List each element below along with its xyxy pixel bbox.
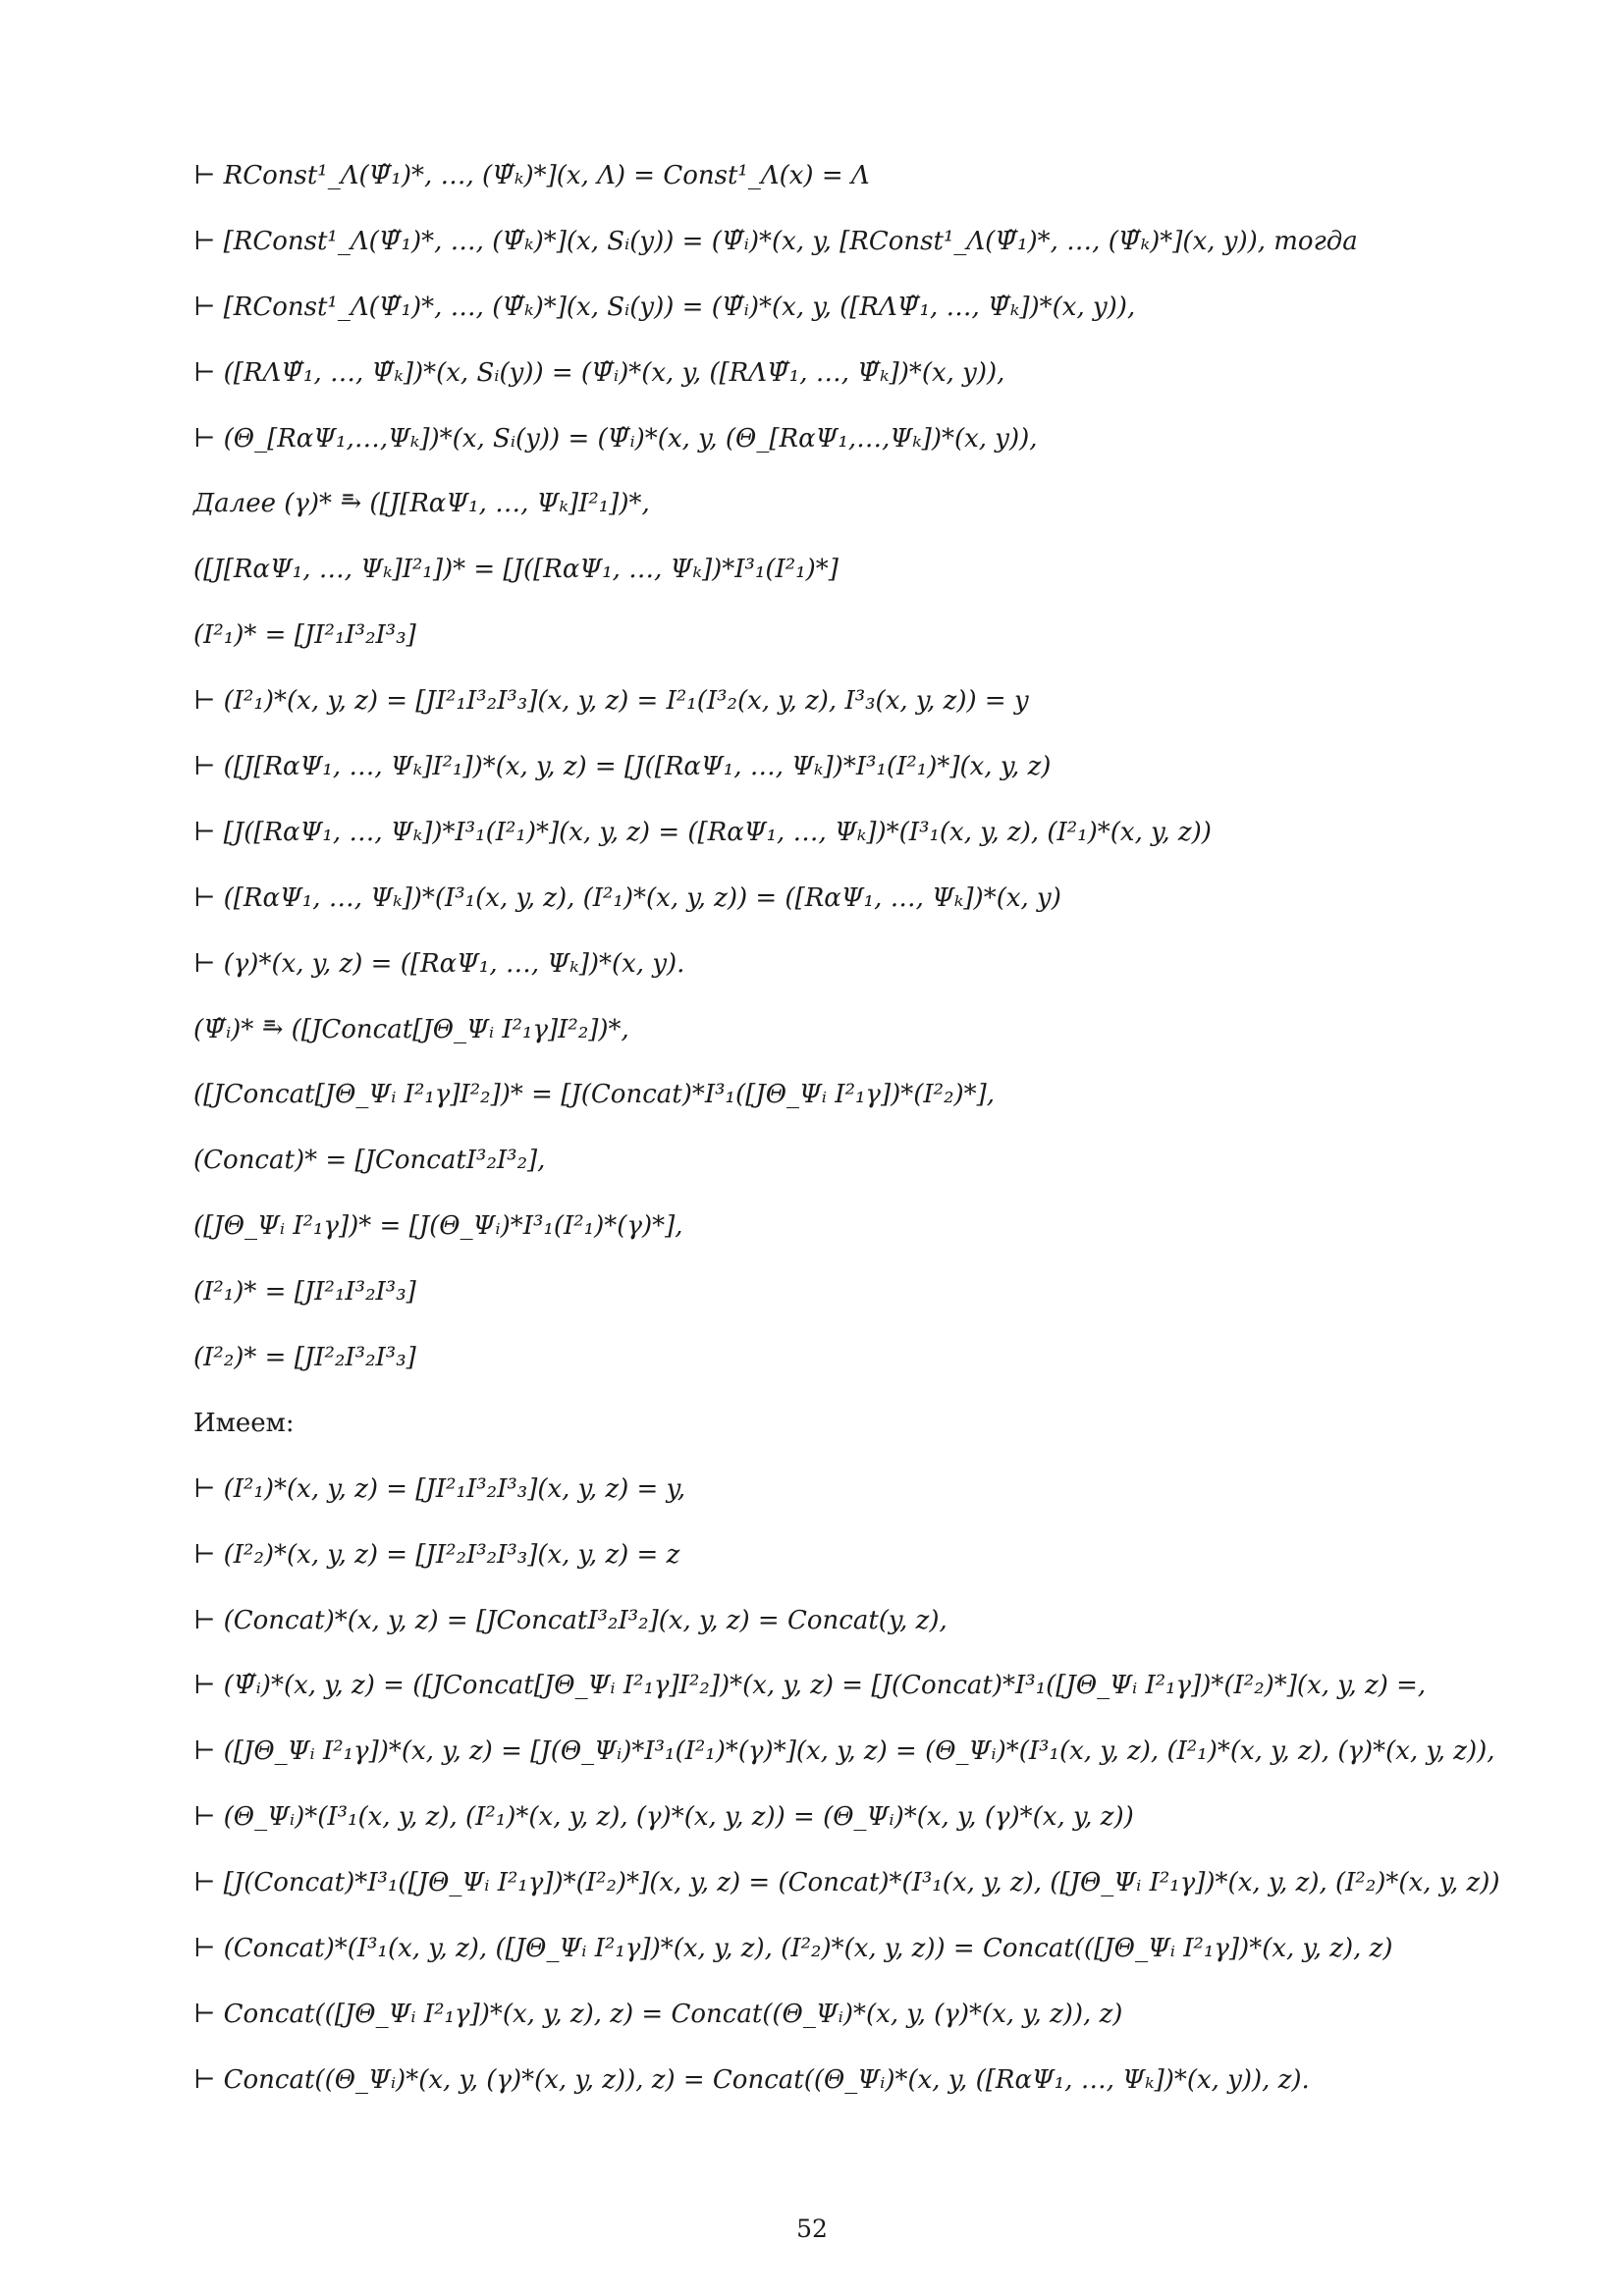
formula-line: ⊢ (I²₁)*(x, y, z) = [JI²₁I³₂I³₃](x, y, z) = y,	[193, 1473, 686, 1504]
formula-line: ([J[RαΨ₁, …, Ψₖ]I²₁])* = [J([RαΨ₁, …, Ψₖ])*I³₁(I²₁)*]	[193, 555, 839, 585]
formula-line: ⊢ Concat((Θ_Ψᵢ)*(x, y, (γ)*(x, y, z)), z) = Concat((Θ_Ψᵢ)*(x, y, ([RαΨ₁, …, Ψₖ])*(x, y)), z).	[193, 2064, 1310, 2095]
page-number: 52	[796, 2215, 828, 2243]
formula-line: (Ψ̃ᵢ)* ⥱ ([JConcat[JΘ_Ψᵢ I²₁γ]I²₂])*,	[193, 1014, 629, 1044]
formula-line: ⊢ ([JΘ_Ψᵢ I²₁γ])*(x, y, z) = [J(Θ_Ψᵢ)*I³₁(I²₁)*(γ)*](x, y, z) = (Θ_Ψᵢ)*(I³₁(x, y, z), (I²₁)*(x, y, z), (γ)*(x, y, z)),	[193, 1736, 1495, 1767]
formula-block	[193, 151, 1499, 2121]
formula-line: ⊢ (Θ_[RαΨ₁,…,Ψₖ])*(x, Sᵢ(y)) = (Ψ̃ᵢ)*(x, y, (Θ_[RαΨ₁,…,Ψₖ])*(x, y)),	[193, 423, 1038, 454]
formula-line: ([JΘ_Ψᵢ I²₁γ])* = [J(Θ_Ψᵢ)*I³₁(I²₁)*(γ)*],	[193, 1211, 683, 1242]
formula-line: ⊢ RConst¹_Λ(Ψ̃₁)*, …, (Ψ̃ₖ)*](x, Λ) = Const¹_Λ(x) = Λ	[193, 161, 870, 190]
formula-line: ⊢ ([RΛΨ̃₁, …, Ψ̃ₖ])*(x, Sᵢ(y)) = (Ψ̃ᵢ)*(x, y, ([RΛΨ̃₁, …, Ψ̃ₖ])*(x, y)),	[193, 357, 1005, 388]
formula-line: ⊢ ([RαΨ₁, …, Ψₖ])*(I³₁(x, y, z), (I²₁)*(x, y, z)) = ([RαΨ₁, …, Ψₖ])*(x, y)	[193, 882, 1061, 913]
formula-line: (Concat)* = [JConcatI³₂I³₂],	[193, 1146, 546, 1176]
formula-line: ⊢ (γ)*(x, y, z) = ([RαΨ₁, …, Ψₖ])*(x, y).	[193, 948, 685, 979]
formula-line: (I²₂)* = [JI²₂I³₂I³₃]	[193, 1343, 416, 1373]
formula-line: ⊢ (Concat)*(x, y, z) = [JConcatI³₂I³₂](x, y, z) = Concat(y, z),	[193, 1605, 947, 1635]
text-line: Имеем:	[193, 1408, 295, 1438]
formula-line: ([JConcat[JΘ_Ψᵢ I²₁γ]I²₂])* = [J(Concat)*I³₁([JΘ_Ψᵢ I²₁γ])*(I²₂)*],	[193, 1080, 996, 1110]
formula-line: ⊢ (Θ_Ψᵢ)*(I³₁(x, y, z), (I²₁)*(x, y, z), (γ)*(x, y, z)) = (Θ_Ψᵢ)*(x, y, (γ)*(x, y, z))	[193, 1802, 1134, 1833]
formula-line: ⊢ [J(Concat)*I³₁([JΘ_Ψᵢ I²₁γ])*(I²₂)*](x, y, z) = (Concat)*(I³₁(x, y, z), ([JΘ_Ψᵢ I²₁γ])*(x, y, z), (I²₂)*(x, y, z))	[193, 1868, 1500, 1898]
formula-line: ⊢ (I²₁)*(x, y, z) = [JI²₁I³₂I³₃](x, y, z) = I²₁(I³₂(x, y, z), I³₃(x, y, z)) = y	[193, 686, 1029, 717]
formula-line: (I²₁)* = [JI²₁I³₂I³₃]	[193, 620, 416, 651]
formula-line: ⊢ Concat(([JΘ_Ψᵢ I²₁γ])*(x, y, z), z) = Concat((Θ_Ψᵢ)*(x, y, (γ)*(x, y, z)), z)	[193, 1999, 1123, 2029]
formula-line: ⊢ (I²₂)*(x, y, z) = [JI²₂I³₂I³₃](x, y, z) = z	[193, 1539, 680, 1570]
formula-line: ⊢ (Ψ̃ᵢ)*(x, y, z) = ([JConcat[JΘ_Ψᵢ I²₁γ]I²₂])*(x, y, z) = [J(Concat)*I³₁([JΘ_Ψᵢ I²₁γ])*(I²₂)*](x, y, z) =,	[193, 1671, 1427, 1701]
formula-line: Далее (γ)* ⥱ ([J[RαΨ₁, …, Ψₖ]I²₁])*,	[193, 489, 650, 519]
formula-line: ⊢ [RConst¹_Λ(Ψ̃₁)*, …, (Ψ̃ₖ)*](x, Sᵢ(y)) = (Ψ̃ᵢ)*(x, y, [RConst¹_Λ(Ψ̃₁)*, …, (Ψ̃ₖ)*](x, y)), тогда	[193, 226, 1358, 256]
formula-line: (I²₁)* = [JI²₁I³₂I³₃]	[193, 1277, 416, 1308]
formula-line: ⊢ ([J[RαΨ₁, …, Ψₖ]I²₁])*(x, y, z) = [J([RαΨ₁, …, Ψₖ])*I³₁(I²₁)*](x, y, z)	[193, 752, 1052, 782]
formula-line: ⊢ (Concat)*(I³₁(x, y, z), ([JΘ_Ψᵢ I²₁γ])*(x, y, z), (I²₂)*(x, y, z)) = Concat(([JΘ_Ψᵢ I²₁γ])*(x, y, z), z)	[193, 1934, 1393, 1964]
formula-line: ⊢ [RConst¹_Λ(Ψ̃₁)*, …, (Ψ̃ₖ)*](x, Sᵢ(y)) = (Ψ̃ᵢ)*(x, y, ([RΛΨ̃₁, …, Ψ̃ₖ])*(x, y)),	[193, 292, 1136, 322]
formula-line: ⊢ [J([RαΨ₁, …, Ψₖ])*I³₁(I²₁)*](x, y, z) = ([RαΨ₁, …, Ψₖ])*(I³₁(x, y, z), (I²₁)*(x, y, z))	[193, 817, 1212, 847]
